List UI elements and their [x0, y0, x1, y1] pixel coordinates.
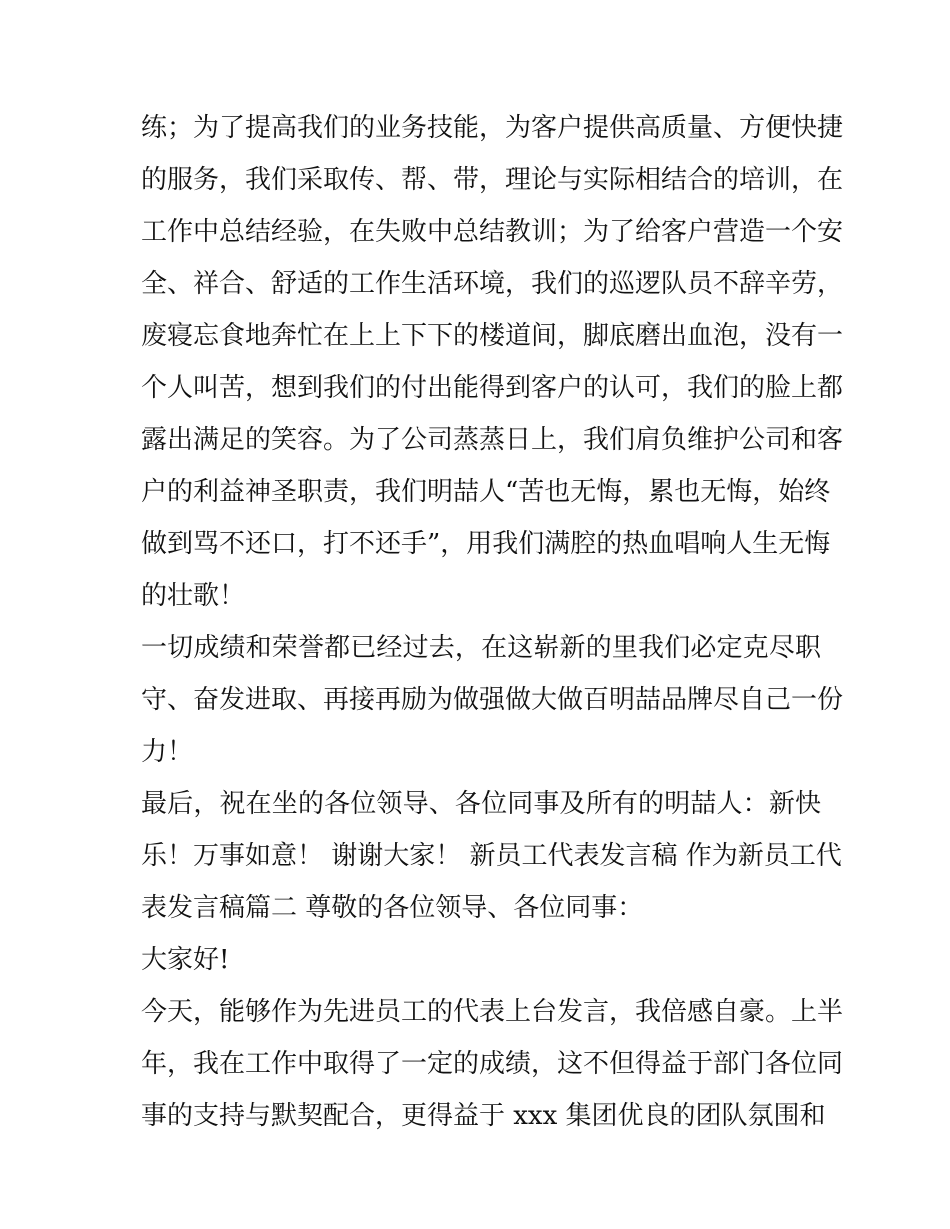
text-line: 年，我在工作中取得了一定的成绩，这不但得益于部门各位同 [141, 1049, 844, 1079]
text-line: 全、祥合、舒适的工作生活环境，我们的巡逻队员不辞辛劳， [141, 269, 844, 299]
text-line: 废寝忘食地奔忙在上上下下的楼道间，脚底磨出血泡，没有一 [141, 321, 844, 351]
text-line: 个人叫苦，想到我们的付出能得到客户的认可，我们的脸上都 [141, 373, 844, 403]
text-line: 工作中总结经验，在失败中总结教训；为了给客户营造一个安 [141, 217, 844, 247]
text-line: 户的利益神圣职责，我们明喆人“苦也无悔，累也无悔，始终 [141, 477, 831, 507]
text-line: 的壮歌！ [141, 581, 246, 611]
text-line: 做到骂不还口，打不还手”，用我们满腔的热血唱响人生无悔 [141, 529, 831, 559]
text-line: 守、奋发进取、再接再励为做强做大做百明喆品牌尽自己一份 [141, 685, 844, 715]
text-line: 最后，祝在坐的各位领导、各位同事及所有的明喆人：新快 [141, 789, 821, 819]
text-line: 一切成绩和荣誉都已经过去，在这崭新的里我们必定克尽职 [141, 633, 821, 663]
text-line: 练；为了提高我们的业务技能，为客户提供高质量、方便快捷 [141, 113, 844, 143]
text-line: 力！ [141, 737, 194, 767]
text-line: 事的支持与默契配合，更得益于 xxx 集团优良的团队氛围和 [141, 1101, 826, 1131]
text-line: 表发言稿篇二 尊敬的各位领导、各位同事： [141, 893, 644, 923]
text-line: 露出满足的笑容。为了公司蒸蒸日上，我们肩负维护公司和客 [141, 425, 844, 455]
text-line: 的服务，我们采取传、帮、带，理论与实际相结合的培训，在 [141, 165, 844, 195]
text-line: 乐！万事如意！ 谢谢大家！ 新员工代表发言稿 作为新员工代 [141, 841, 842, 871]
text-line: 大家好! [141, 945, 230, 975]
text-line: 今天，能够作为先进员工的代表上台发言，我倍感自豪。上半 [141, 997, 844, 1027]
